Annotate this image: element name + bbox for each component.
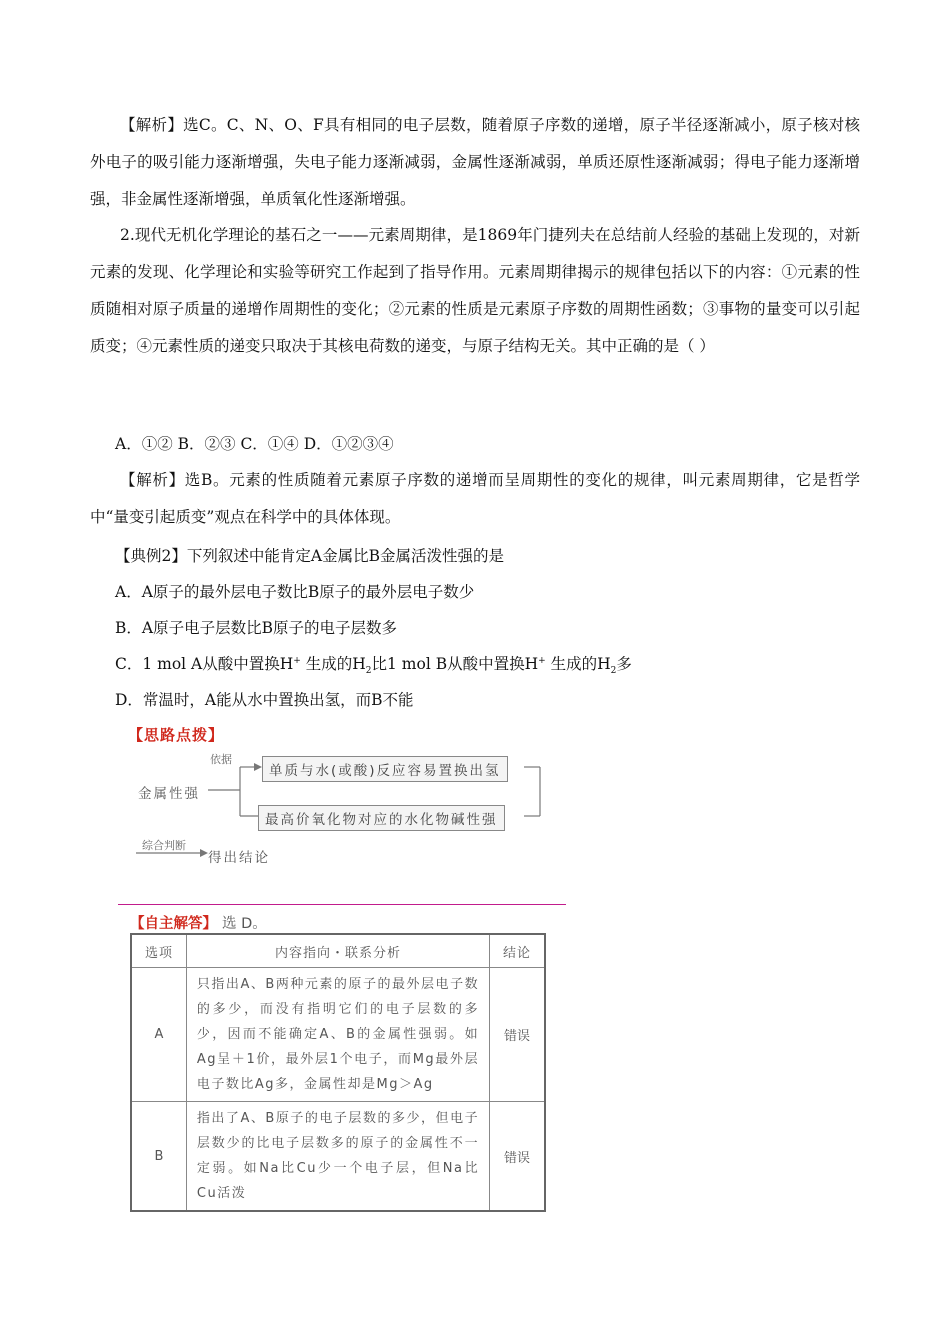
judge-label: 综合判断 bbox=[142, 839, 186, 852]
answer-text: 选 D。 bbox=[222, 916, 267, 932]
subject-label: 金属性强 bbox=[138, 786, 200, 802]
option-c-part: 比1 mol B从酸中置换H bbox=[371, 655, 539, 673]
example-2-stem bbox=[115, 541, 504, 571]
example-stem-text: 下列叙述中能肯定A金属比B金属活泼性强的是 bbox=[186, 547, 504, 565]
row-content: 指出了A、B原子的电子层数的多少，但电子层数少的比电子层数多的原子的金属性不一定弱。如Na比Cu少一个电子层，但Na比Cu活泼 bbox=[186, 1102, 489, 1212]
basis-label: 依据 bbox=[210, 753, 232, 766]
analysis-text: 选C。C、N、O、F具有相同的电子层数，随着原子序数的递增，原子半径逐渐减小，原子核对核外电子的吸引能力逐渐增强，失电子能力逐渐减弱，金属性逐渐减弱，单质还原性逐渐减弱；得电子能力逐渐增强，非金属性逐渐增强，单质氧化性逐渐增强。 bbox=[90, 116, 860, 208]
row-content: 只指出A、B两种元素的原子的最外层电子数的多少，而没有指明它们的电子层数的多少，因而不能确定A、B的金属性强弱。如Ag呈＋1价，最外层1个电子，而Mg最外层电子数比Ag多，金属性却是Mg＞Ag bbox=[186, 968, 489, 1102]
example-2-option-d: D．常温时，A能从水中置换出氢，而B不能 bbox=[115, 691, 414, 709]
header-content: 内容指向・联系分析 bbox=[186, 934, 489, 968]
subscript-2: 2 bbox=[610, 666, 617, 677]
condition-box-1: 单质与水(或酸)反应容易置换出氢 bbox=[262, 756, 508, 782]
example-label: 【典例2】 bbox=[115, 547, 187, 565]
example-2-option-c bbox=[115, 649, 632, 679]
analysis-paragraph-2 bbox=[90, 462, 860, 536]
header-option: 选项 bbox=[131, 934, 186, 968]
example-2-option-b: B．A原子电子层数比B原子的电子层数多 bbox=[115, 619, 397, 637]
analysis-label: 【解析】 bbox=[120, 471, 185, 489]
superscript-plus: + bbox=[293, 655, 301, 666]
hint-diagram bbox=[128, 724, 548, 874]
example-2-option-a: A．A原子的最外层电子数比B原子的最外层电子数少 bbox=[115, 583, 475, 601]
table-row bbox=[131, 1102, 545, 1212]
question-2-options: A．①② B．②③ C．①④ D．①②③④ bbox=[115, 435, 394, 453]
condition-box-2: 最高价氧化物对应的水化物碱性强 bbox=[258, 805, 505, 831]
row-option: A bbox=[131, 968, 186, 1102]
question-2-text: 2.现代无机化学理论的基石之一——元素周期律，是1869年门捷列夫在总结前人经验的基础上发现的，对新元素的发现、化学理论和实验等研究工作起到了指导作用。元素周期律揭示的规律包括以下的内容：①元素的性质随相对原子质量的递增作周期性的变化；②元素的性质是元素原子序数的周期性函数；③事物的量变可以引起质变；④元素性质的递变只取决于其核电荷数的递变，与原子结构无关。其中正确的是（ ） bbox=[90, 226, 860, 355]
header-result: 结论 bbox=[490, 934, 545, 968]
superscript-plus: + bbox=[538, 655, 546, 666]
row-result: 错误 bbox=[490, 968, 545, 1102]
row-result: 错误 bbox=[490, 1102, 545, 1212]
analysis-table bbox=[130, 933, 546, 1212]
table-row bbox=[131, 968, 545, 1102]
option-c-part: 生成的H bbox=[545, 655, 611, 673]
conclusion-label: 得出结论 bbox=[208, 850, 270, 866]
option-c-part: 生成的H bbox=[300, 655, 366, 673]
hint-title: 【思路点拨】 bbox=[128, 726, 225, 744]
divider-line bbox=[118, 904, 566, 905]
answer-title: 【自主解答】 bbox=[130, 916, 217, 932]
analysis-label: 【解析】 bbox=[120, 116, 184, 134]
analysis-paragraph-1 bbox=[90, 107, 860, 218]
option-c-part: 多 bbox=[616, 655, 632, 673]
analysis-text: 选B。元素的性质随着元素原子序数的递增而呈周期性的变化的规律，叫元素周期律，它是哲学中“量变引起质变”观点在科学中的具体体现。 bbox=[90, 471, 860, 526]
subscript-2: 2 bbox=[365, 666, 372, 677]
row-option: B bbox=[131, 1102, 186, 1212]
table-header-row bbox=[131, 934, 545, 968]
option-c-part: C．1 mol A从酸中置换H bbox=[115, 655, 294, 673]
